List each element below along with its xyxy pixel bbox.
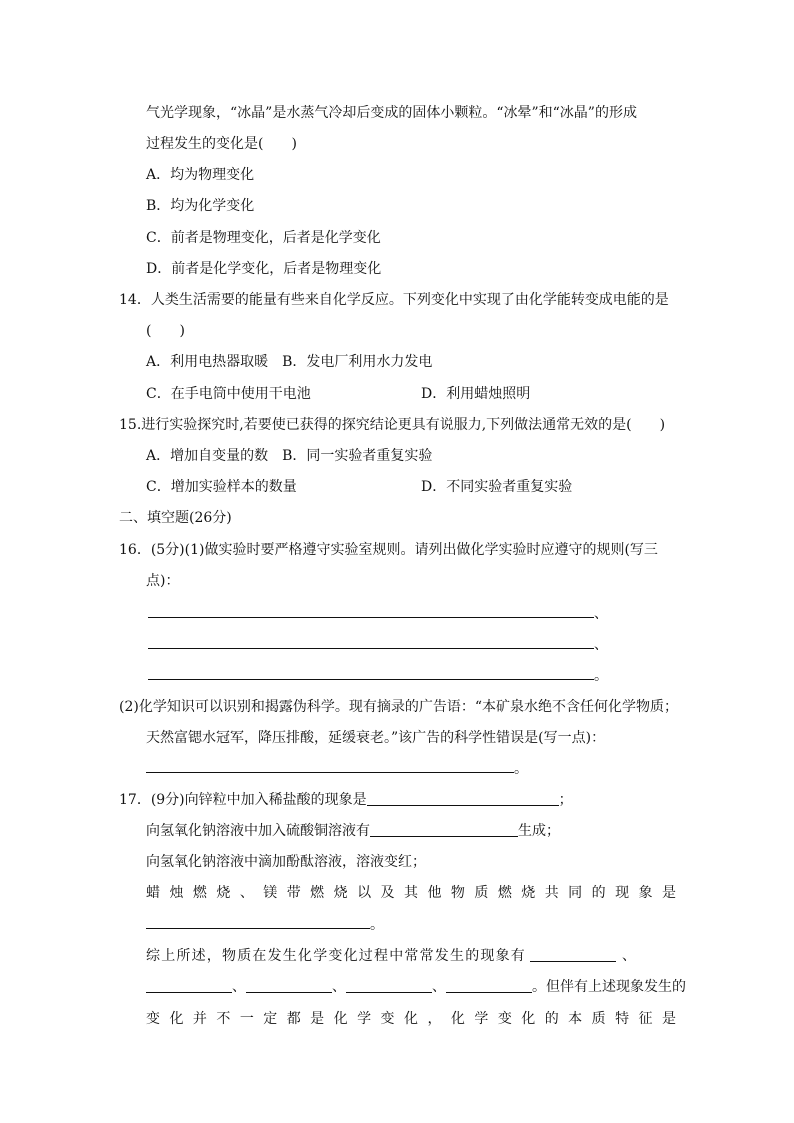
q16-answer-blank-2[interactable] (148, 648, 594, 649)
q14-option-ab: A．利用电热器取暖 B．发电厂利用水力发电 (146, 354, 433, 370)
q17-line4: 蜡烛燃烧、镁带燃烧以及其他物质燃烧共同的现象是 (146, 885, 676, 901)
q15-option-d: D．不同实验者重复实验 (421, 479, 573, 495)
q17-line7-sep-1: 、 (232, 979, 246, 995)
q15-line1: 15.进行实验探究时,若要使已获得的探究结论更具有说服力,下列做法通常无效的是( ) (119, 417, 666, 433)
q17-line6-text: 综上所述，物质在发生化学变化过程中常常发生的现象有 (146, 948, 526, 964)
q17-line1-text: 17．(9分)向锌粒中加入稀盐酸的现象是 (119, 792, 367, 808)
q16-line2: 点)： (146, 573, 180, 589)
q16-part2-end: 。 (514, 761, 528, 777)
q13-option-b: B．均为化学变化 (146, 198, 255, 214)
q13-option-a: A．均为物理变化 (146, 167, 255, 183)
q17-line2 (146, 821, 560, 841)
q15-option-c: C．增加实验样本的数量 (146, 479, 297, 495)
q17-line7-sep-2: 、 (332, 979, 346, 995)
q13-line1: 气光学现象，“冰晶”是水蒸气冷却后变成的固体小颗粒。“冰晕”和“冰晶”的形成 (146, 105, 637, 121)
q17-line7 (146, 977, 686, 997)
q17-phenomenon-blank-5[interactable] (446, 978, 532, 993)
q17-burning-blank[interactable] (146, 928, 370, 929)
q16-part2-answer-blank[interactable] (146, 772, 514, 773)
q14-line1: 14．人类生活需要的能量有些来自化学反应。下列变化中实现了由化学能转变成电能的是 (119, 292, 669, 308)
q17-line5-end: 。 (370, 917, 384, 933)
q13-line2: 过程发生的变化是( ) (146, 136, 297, 152)
q17-line6-suffix: 、 (622, 948, 636, 964)
q16-line1: 16．(5分)(1)做实验时要严格遵守实验室规则。请列出做化学实验时应遵守的规则(写三 (119, 542, 658, 558)
q17-phenomenon-blank-1[interactable] (530, 947, 616, 962)
q15-option-ab: A．增加自变量的数 B．同一实验者重复实验 (146, 448, 433, 464)
q17-line2-suffix: 生成； (518, 823, 560, 839)
q16-answer-blank-1[interactable] (148, 617, 594, 618)
q16-blank-sep-2: 、 (594, 637, 608, 653)
q14-option-d: D．利用蜡烛照明 (421, 386, 531, 402)
q17-line2-text: 向氢氧化钠溶液中加入硫酸铜溶液有 (146, 823, 370, 839)
q17-phenomenon-blank-2[interactable] (146, 978, 232, 993)
q17-zinc-blank[interactable] (367, 791, 559, 806)
section-title: 二、填空题(26分) (119, 510, 232, 526)
q14-line2: ( ) (146, 323, 185, 339)
q17-phenomenon-blank-4[interactable] (346, 978, 432, 993)
q17-precipitate-blank[interactable] (370, 822, 518, 837)
q13-option-c: C．前者是物理变化，后者是化学变化 (146, 230, 381, 246)
q16-answer-blank-3[interactable] (148, 679, 594, 680)
q16-part2-line2: 天然富锶水冠军，降压排酸，延缓衰老。”该广告的科学性错误是(写一点)： (146, 730, 606, 746)
q16-blank-sep-1: 、 (594, 606, 608, 622)
q17-phenomenon-blank-3[interactable] (246, 978, 332, 993)
q17-line7-end: 。但伴有上述现象发生的 (532, 979, 686, 995)
q14-option-c: C．在手电筒中使用干电池 (146, 386, 311, 402)
q16-part2-line1: (2)化学知识可以识别和揭露伪科学。现有摘录的广告语：“本矿泉水绝不含任何化学物质； (119, 699, 678, 715)
q13-option-d: D．前者是化学变化，后者是物理变化 (146, 261, 382, 277)
q17-line8: 变化并不一定都是化学变化，化学变化的本质特征是 (146, 1011, 676, 1027)
q17-line3: 向氢氧化钠溶液中滴加酚酞溶液，溶液变红； (146, 854, 426, 870)
q17-line1-suffix: ； (558, 792, 573, 808)
q16-blank-end: 。 (594, 668, 608, 684)
q17-line6 (146, 946, 636, 966)
q17-line1 (119, 790, 573, 810)
q17-line7-sep-3: 、 (432, 979, 446, 995)
